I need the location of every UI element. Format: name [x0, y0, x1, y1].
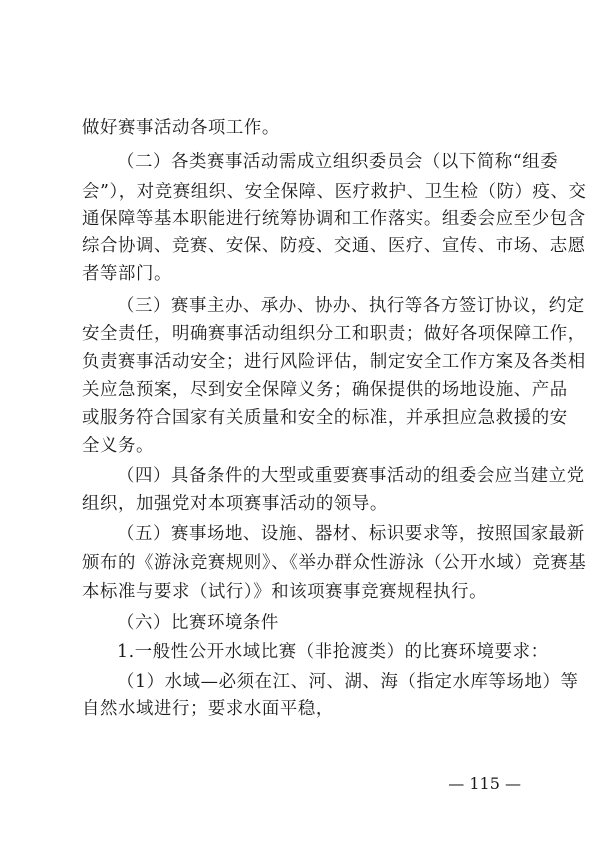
- text-line-14: 组织，加强党对本项赛事活动的领导。: [82, 494, 388, 514]
- text-line-18: （六）比赛环境条件: [117, 613, 279, 633]
- text-line-13: （四）具备条件的大型或重要赛事活动的组委会应当建立党: [117, 466, 585, 486]
- text-line-8: 安全责任，明确赛事活动组织分工和职责；做好各项保障工作，: [82, 324, 586, 344]
- page-number: — 115 —: [448, 774, 521, 793]
- text-line-19: 1.一般性公开水域比赛（非抢渡类）的比赛环境要求：: [117, 642, 549, 662]
- text-line-3: 会”），对竞赛组织、安全保障、医疗救护、卫生检（防）疫、交: [82, 182, 587, 202]
- text-line-2: （二）各类赛事活动需成立组织委员会（以下简称“组委: [117, 152, 559, 172]
- text-line-7: （三）赛事主办、承办、协办、执行等各方签订协议，约定: [117, 296, 585, 316]
- text-line-16: 颁布的《游泳竞赛规则》、《举办群众性游泳（公开水域）竞赛基: [82, 553, 587, 573]
- text-line-1: 做好赛事活动各项工作。: [82, 118, 280, 138]
- text-line-5: 综合协调、竞赛、安保、防疫、交通、医疗、宣传、市场、志愿: [82, 236, 586, 256]
- text-line-9: 负责赛事活动安全；进行风险评估，制定安全工作方案及各类相: [82, 352, 586, 372]
- text-line-10: 关应急预案，尽到安全保障义务；确保提供的场地设施、产品: [82, 380, 568, 400]
- text-line-4: 通保障等基本职能进行统筹协调和工作落实。组委会应至少包含: [82, 209, 586, 229]
- text-line-17: 本标准与要求（试行）》和该项赛事竞赛规程执行。: [82, 582, 488, 602]
- text-line-6: 者等部门。: [82, 264, 172, 284]
- text-line-15: （五）赛事场地、设施、器材、标识要求等，按照国家最新: [117, 524, 585, 544]
- text-line-11: 或服务符合国家有关质量和安全的标准，并承担应急救援的安: [82, 408, 568, 428]
- text-line-21: 自然水域进行；要求水面平稳，: [82, 699, 334, 719]
- text-line-20: （1）水域—必须在江、河、湖、海（指定水库等场地）等: [117, 672, 579, 692]
- text-line-12: 全义务。: [82, 436, 154, 456]
